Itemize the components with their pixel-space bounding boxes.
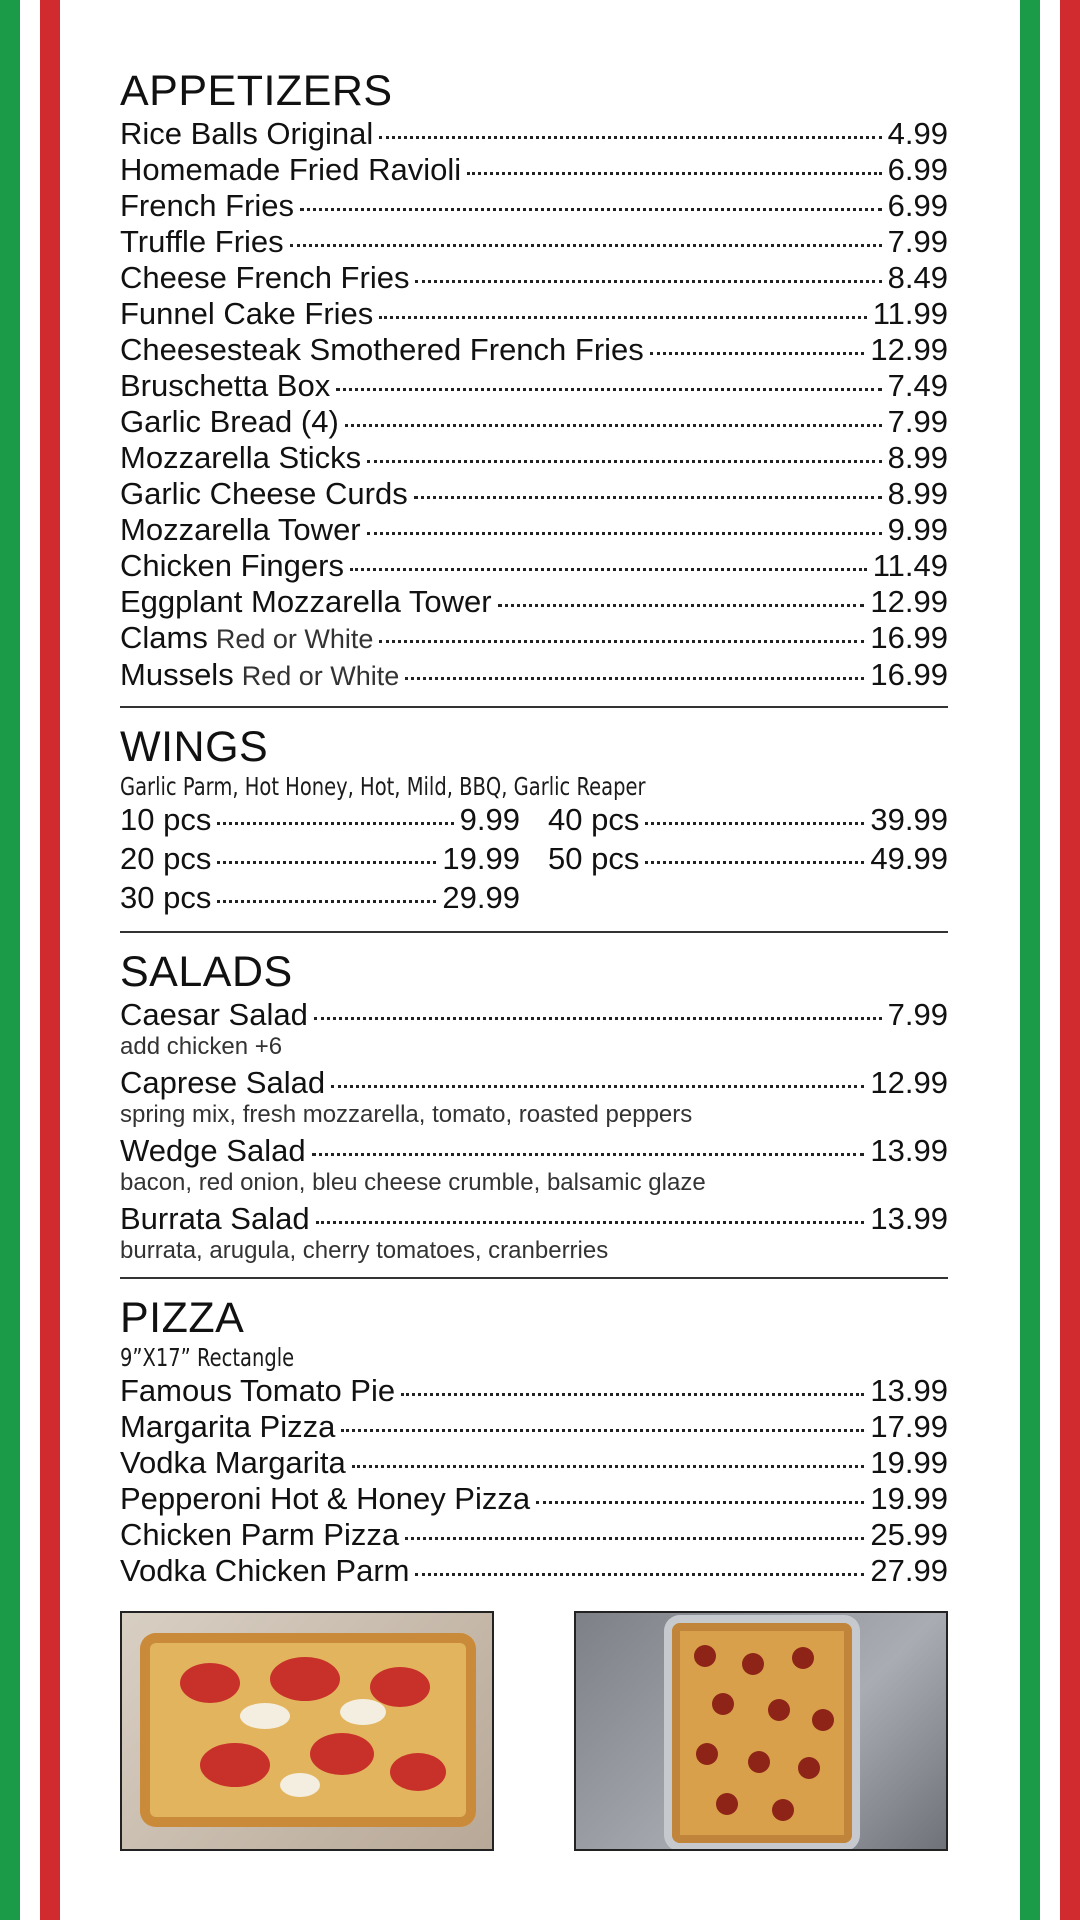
leader-dots [405,677,864,680]
item-name: Vodka Chicken Parm [120,1553,410,1588]
leader-dots [415,280,881,283]
item-name: Vodka Margarita [120,1445,346,1480]
item-price: 9.99 [887,512,948,547]
item-description: add chicken +6 [120,1033,283,1060]
appetizers-section [120,66,948,694]
salads-section [120,947,948,1265]
item-name: Caesar Salad [120,997,308,1032]
menu-item [120,1517,948,1553]
item-price: 6.99 [887,152,948,187]
item-price: 17.99 [870,1409,948,1444]
flag-stripe-red-left [40,0,60,1920]
item-price: 4.99 [887,116,948,151]
leader-dots [467,172,882,175]
item-price: 12.99 [870,332,948,367]
leader-dots [316,1221,865,1224]
section-title: WINGS [120,723,269,771]
item-price: 7.99 [887,404,948,439]
item-price: 7.49 [887,368,948,403]
menu-item [120,1409,948,1445]
menu-item [120,440,948,476]
pepperoni-pizza-photo [574,1611,948,1851]
item-name: 10 pcs [120,802,212,837]
item-name: French Fries [120,188,294,223]
leader-dots [645,861,864,864]
item-name: Homemade Fried Ravioli [120,152,462,187]
leader-dots [650,352,865,355]
item-price: 11.49 [872,548,948,583]
menu-item [120,152,948,188]
flag-stripe-green-right [1020,0,1040,1920]
leader-dots [290,244,882,247]
leader-dots [352,1465,865,1468]
wings-price-grid [120,802,948,919]
item-price: 6.99 [887,188,948,223]
menu-item [120,1133,948,1169]
item-price: 19.99 [870,1445,948,1480]
item-name: Chicken Parm Pizza [120,1517,400,1552]
section-title: SALADS [120,948,293,996]
leader-dots [336,388,881,391]
leader-dots [217,822,453,825]
menu-item [120,404,948,440]
wings-column-right [548,802,948,919]
leader-dots [217,900,436,903]
menu-item [120,880,520,916]
item-price: 19.99 [870,1481,948,1516]
menu-item [120,296,948,332]
item-name: Mussels [120,657,234,692]
menu-item [120,997,948,1033]
leader-dots [414,496,882,499]
item-name: Mozzarella Sticks [120,440,362,475]
item-name: 30 pcs [120,880,212,915]
item-name: Garlic Bread (4) [120,404,339,439]
item-price: 16.99 [870,657,948,692]
leader-dots [536,1501,864,1504]
item-name: Wedge Salad [120,1133,306,1168]
menu-item [548,802,948,838]
menu-item [120,841,520,877]
item-price: 13.99 [870,1373,948,1408]
menu-item [120,332,948,368]
item-name: 40 pcs [548,802,640,837]
menu-item [120,548,948,584]
menu-item [120,1445,948,1481]
item-description: burrata, arugula, cherry tomatoes, cranberries [120,1237,609,1264]
flag-stripe-green-left [0,0,20,1920]
pizza-size: 9”X17” Rectangle [120,1343,295,1372]
item-price: 9.99 [459,802,520,837]
item-name: Truffle Fries [120,224,284,259]
menu-item [120,657,948,694]
menu-item [120,1065,948,1101]
leader-dots [217,861,436,864]
leader-dots [350,568,867,571]
item-price: 49.99 [870,841,948,876]
leader-dots [405,1537,864,1540]
wings-column-left [120,802,520,919]
menu-item [120,1481,948,1517]
leader-dots [498,604,865,607]
item-name: 50 pcs [548,841,640,876]
item-price: 11.99 [872,296,948,331]
wings-flavors: Garlic Parm, Hot Honey, Hot, Mild, BBQ, Garlic Reaper [120,772,646,801]
item-name: Cheese French Fries [120,260,410,295]
item-name: Rice Balls Original [120,116,374,151]
leader-dots [645,822,864,825]
menu-item [120,584,948,620]
leader-dots [379,640,864,643]
leader-dots [401,1393,864,1396]
item-price: 7.99 [887,224,948,259]
item-name: Bruschetta Box [120,368,331,403]
item-name: Garlic Cheese Curds [120,476,408,511]
menu-item [120,116,948,152]
section-title: PIZZA [120,1294,245,1342]
section-divider [120,706,948,708]
leader-dots [300,208,882,211]
item-name: Famous Tomato Pie [120,1373,396,1408]
pepperoni-pizza-image [672,1623,852,1843]
leader-dots [367,532,882,535]
item-qualifier: Red or White [241,661,400,691]
leader-dots [379,316,866,319]
menu-item [120,1553,948,1589]
menu-item [120,260,948,296]
item-name: Burrata Salad [120,1201,310,1236]
appetizers-list [120,116,948,694]
item-name: Cheesesteak Smothered French Fries [120,332,644,367]
leader-dots [345,424,882,427]
item-name: 20 pcs [120,841,212,876]
pizza-photos [120,1611,948,1851]
item-price: 8.99 [887,476,948,511]
item-price: 7.99 [887,997,948,1032]
item-description: spring mix, fresh mozzarella, tomato, roasted peppers [120,1101,693,1128]
leader-dots [314,1017,882,1020]
item-price: 8.49 [887,260,948,295]
item-name: Pepperoni Hot & Honey Pizza [120,1481,531,1516]
item-price: 39.99 [870,802,948,837]
item-qualifier: Red or White [215,624,374,654]
menu-item [548,841,948,877]
item-price: 13.99 [870,1201,948,1236]
menu-item [120,224,948,260]
item-price: 16.99 [870,620,948,655]
flag-stripe-red-right [1060,0,1080,1920]
item-price: 27.99 [870,1553,948,1588]
item-price: 8.99 [887,440,948,475]
menu-item [120,476,948,512]
menu-item [120,512,948,548]
item-price: 25.99 [870,1517,948,1552]
item-name: Margarita Pizza [120,1409,336,1444]
menu-item [120,188,948,224]
item-name: Chicken Fingers [120,548,344,583]
item-name: Caprese Salad [120,1065,326,1100]
item-name: Eggplant Mozzarella Tower [120,584,492,619]
section-divider [120,931,948,933]
pizza-section [120,1293,948,1589]
item-price: 12.99 [870,1065,948,1100]
item-name: Funnel Cake Fries [120,296,374,331]
leader-dots [415,1573,864,1576]
item-price: 12.99 [870,584,948,619]
item-description: bacon, red onion, bleu cheese crumble, balsamic glaze [120,1169,706,1196]
leader-dots [331,1085,864,1088]
item-price: 19.99 [442,841,520,876]
item-name: Mozzarella Tower [120,512,361,547]
menu-item [120,1373,948,1409]
leader-dots [367,460,881,463]
section-title: APPETIZERS [120,67,393,115]
section-divider [120,1277,948,1279]
wings-section [120,722,948,919]
tomato-pie-photo [120,1611,494,1851]
leader-dots [341,1429,864,1432]
menu-item [120,802,520,838]
leader-dots [379,136,881,139]
menu-item [120,620,948,657]
item-name: Clams [120,620,208,655]
item-price: 29.99 [442,880,520,915]
menu-item [120,1201,948,1237]
leader-dots [312,1153,865,1156]
menu-content [120,66,948,1851]
tomato-pie-image [140,1633,476,1827]
item-price: 13.99 [870,1133,948,1168]
menu-item [120,368,948,404]
